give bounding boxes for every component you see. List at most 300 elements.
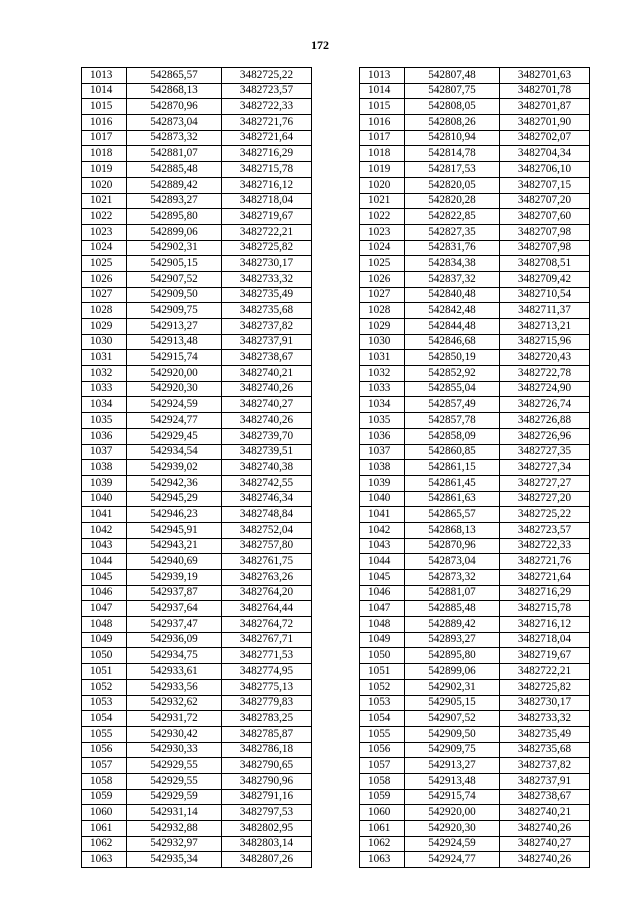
point-number-cell: 1017	[360, 130, 405, 146]
table-row	[82, 852, 312, 868]
y-coordinate-cell: 3482719,67	[500, 648, 590, 664]
y-coordinate-cell: 3482735,49	[222, 287, 312, 303]
table-row	[360, 679, 590, 695]
x-coordinate-cell: 542865,57	[405, 507, 500, 523]
y-coordinate-cell: 3482722,33	[222, 99, 312, 115]
point-number-cell: 1059	[82, 789, 127, 805]
table-row	[360, 538, 590, 554]
point-number-cell: 1020	[360, 177, 405, 193]
x-coordinate-cell: 542924,59	[127, 397, 222, 413]
table-row	[360, 836, 590, 852]
table-row	[360, 601, 590, 617]
table-row	[360, 240, 590, 256]
table-row	[82, 83, 312, 99]
point-number-cell: 1048	[360, 617, 405, 633]
table-row	[82, 177, 312, 193]
x-coordinate-cell: 542920,00	[127, 366, 222, 382]
table-row	[360, 554, 590, 570]
table-row	[360, 256, 590, 272]
table-row	[360, 852, 590, 868]
point-number-cell: 1014	[360, 83, 405, 99]
table-row	[82, 538, 312, 554]
x-coordinate-cell: 542909,50	[405, 726, 500, 742]
y-coordinate-cell: 3482740,26	[500, 852, 590, 868]
y-coordinate-cell: 3482716,12	[500, 617, 590, 633]
x-coordinate-cell: 542885,48	[405, 601, 500, 617]
y-coordinate-cell: 3482797,53	[222, 805, 312, 821]
table-row	[360, 177, 590, 193]
y-coordinate-cell: 3482735,68	[222, 303, 312, 319]
y-coordinate-cell: 3482740,38	[222, 460, 312, 476]
point-number-cell: 1049	[360, 632, 405, 648]
point-number-cell: 1030	[360, 334, 405, 350]
table-row	[82, 664, 312, 680]
point-number-cell: 1021	[82, 193, 127, 209]
y-coordinate-cell: 3482763,26	[222, 570, 312, 586]
y-coordinate-cell: 3482790,96	[222, 773, 312, 789]
table-row	[360, 758, 590, 774]
coordinates-table-right	[359, 67, 590, 868]
y-coordinate-cell: 3482740,26	[500, 821, 590, 837]
point-number-cell: 1047	[360, 601, 405, 617]
point-number-cell: 1015	[82, 99, 127, 115]
x-coordinate-cell: 542932,88	[127, 821, 222, 837]
x-coordinate-cell: 542945,29	[127, 491, 222, 507]
y-coordinate-cell: 3482726,74	[500, 397, 590, 413]
point-number-cell: 1036	[82, 428, 127, 444]
point-number-cell: 1040	[82, 491, 127, 507]
y-coordinate-cell: 3482715,78	[222, 162, 312, 178]
y-coordinate-cell: 3482790,65	[222, 758, 312, 774]
point-number-cell: 1025	[360, 256, 405, 272]
table-row	[360, 695, 590, 711]
table-row	[360, 271, 590, 287]
y-coordinate-cell: 3482702,07	[500, 130, 590, 146]
x-coordinate-cell: 542939,02	[127, 460, 222, 476]
x-coordinate-cell: 542895,80	[127, 209, 222, 225]
table-row	[82, 334, 312, 350]
x-coordinate-cell: 542844,48	[405, 319, 500, 335]
table-row	[82, 632, 312, 648]
x-coordinate-cell: 542935,34	[127, 852, 222, 868]
point-number-cell: 1018	[360, 146, 405, 162]
point-number-cell: 1034	[360, 397, 405, 413]
y-coordinate-cell: 3482737,91	[500, 773, 590, 789]
table-row	[82, 162, 312, 178]
y-coordinate-cell: 3482708,51	[500, 256, 590, 272]
y-coordinate-cell: 3482785,87	[222, 726, 312, 742]
point-number-cell: 1054	[82, 711, 127, 727]
point-number-cell: 1031	[82, 350, 127, 366]
x-coordinate-cell: 542814,78	[405, 146, 500, 162]
table-row	[82, 193, 312, 209]
table-row	[82, 570, 312, 586]
y-coordinate-cell: 3482718,04	[500, 632, 590, 648]
x-coordinate-cell: 542907,52	[405, 711, 500, 727]
y-coordinate-cell: 3482718,04	[222, 193, 312, 209]
y-coordinate-cell: 3482771,53	[222, 648, 312, 664]
table-row	[82, 271, 312, 287]
point-number-cell: 1029	[82, 319, 127, 335]
x-coordinate-cell: 542939,19	[127, 570, 222, 586]
x-coordinate-cell: 542855,04	[405, 381, 500, 397]
point-number-cell: 1033	[360, 381, 405, 397]
x-coordinate-cell: 542924,77	[405, 852, 500, 868]
point-number-cell: 1060	[360, 805, 405, 821]
point-number-cell: 1057	[82, 758, 127, 774]
x-coordinate-cell: 542899,06	[405, 664, 500, 680]
table-row	[360, 319, 590, 335]
y-coordinate-cell: 3482740,26	[222, 413, 312, 429]
table-row	[360, 428, 590, 444]
y-coordinate-cell: 3482726,96	[500, 428, 590, 444]
point-number-cell: 1061	[82, 821, 127, 837]
table-row	[82, 130, 312, 146]
point-number-cell: 1043	[360, 538, 405, 554]
table-row	[360, 522, 590, 538]
x-coordinate-cell: 542861,45	[405, 475, 500, 491]
table-row	[82, 726, 312, 742]
coordinates-table-left	[81, 67, 312, 868]
point-number-cell: 1056	[82, 742, 127, 758]
table-row	[360, 585, 590, 601]
x-coordinate-cell: 542924,59	[405, 836, 500, 852]
table-row	[82, 836, 312, 852]
point-number-cell: 1062	[82, 836, 127, 852]
x-coordinate-cell: 542885,48	[127, 162, 222, 178]
y-coordinate-cell: 3482775,13	[222, 679, 312, 695]
y-coordinate-cell: 3482707,15	[500, 177, 590, 193]
table-row	[82, 397, 312, 413]
x-coordinate-cell: 542889,42	[405, 617, 500, 633]
table-row	[360, 115, 590, 131]
point-number-cell: 1041	[82, 507, 127, 523]
x-coordinate-cell: 542913,48	[405, 773, 500, 789]
x-coordinate-cell: 542946,23	[127, 507, 222, 523]
table-row	[360, 68, 590, 84]
point-number-cell: 1018	[82, 146, 127, 162]
x-coordinate-cell: 542868,13	[405, 522, 500, 538]
y-coordinate-cell: 3482735,68	[500, 742, 590, 758]
table-row	[360, 742, 590, 758]
y-coordinate-cell: 3482802,95	[222, 821, 312, 837]
x-coordinate-cell: 542837,32	[405, 271, 500, 287]
point-number-cell: 1039	[360, 475, 405, 491]
y-coordinate-cell: 3482786,18	[222, 742, 312, 758]
y-coordinate-cell: 3482721,76	[222, 115, 312, 131]
x-coordinate-cell: 542870,96	[405, 538, 500, 554]
table-row	[360, 130, 590, 146]
table-row	[82, 444, 312, 460]
point-number-cell: 1014	[82, 83, 127, 99]
point-number-cell: 1047	[82, 601, 127, 617]
point-number-cell: 1052	[360, 679, 405, 695]
x-coordinate-cell: 542858,09	[405, 428, 500, 444]
point-number-cell: 1028	[360, 303, 405, 319]
point-number-cell: 1038	[82, 460, 127, 476]
y-coordinate-cell: 3482719,67	[222, 209, 312, 225]
x-coordinate-cell: 542820,05	[405, 177, 500, 193]
point-number-cell: 1016	[360, 115, 405, 131]
y-coordinate-cell: 3482721,76	[500, 554, 590, 570]
y-coordinate-cell: 3482791,16	[222, 789, 312, 805]
table-row	[360, 381, 590, 397]
y-coordinate-cell: 3482779,83	[222, 695, 312, 711]
point-number-cell: 1051	[360, 664, 405, 680]
table-row	[82, 209, 312, 225]
table-row	[360, 726, 590, 742]
x-coordinate-cell: 542930,33	[127, 742, 222, 758]
point-number-cell: 1046	[82, 585, 127, 601]
point-number-cell: 1054	[360, 711, 405, 727]
y-coordinate-cell: 3482721,64	[222, 130, 312, 146]
point-number-cell: 1027	[360, 287, 405, 303]
x-coordinate-cell: 542889,42	[127, 177, 222, 193]
point-number-cell: 1056	[360, 742, 405, 758]
table-row	[360, 773, 590, 789]
x-coordinate-cell: 542930,42	[127, 726, 222, 742]
y-coordinate-cell: 3482764,44	[222, 601, 312, 617]
y-coordinate-cell: 3482701,90	[500, 115, 590, 131]
x-coordinate-cell: 542905,15	[127, 256, 222, 272]
table-row	[82, 428, 312, 444]
y-coordinate-cell: 3482709,42	[500, 271, 590, 287]
x-coordinate-cell: 542945,91	[127, 522, 222, 538]
point-number-cell: 1027	[82, 287, 127, 303]
y-coordinate-cell: 3482746,34	[222, 491, 312, 507]
point-number-cell: 1030	[82, 334, 127, 350]
x-coordinate-cell: 542827,35	[405, 224, 500, 240]
x-coordinate-cell: 542942,36	[127, 475, 222, 491]
point-number-cell: 1028	[82, 303, 127, 319]
table-row	[360, 475, 590, 491]
x-coordinate-cell: 542808,05	[405, 99, 500, 115]
point-number-cell: 1053	[360, 695, 405, 711]
y-coordinate-cell: 3482713,21	[500, 319, 590, 335]
table-row	[82, 366, 312, 382]
x-coordinate-cell: 542913,27	[127, 319, 222, 335]
table-row	[82, 507, 312, 523]
point-number-cell: 1045	[360, 570, 405, 586]
point-number-cell: 1038	[360, 460, 405, 476]
table-row	[360, 617, 590, 633]
y-coordinate-cell: 3482740,21	[500, 805, 590, 821]
x-coordinate-cell: 542913,48	[127, 334, 222, 350]
x-coordinate-cell: 542861,15	[405, 460, 500, 476]
y-coordinate-cell: 3482740,27	[222, 397, 312, 413]
x-coordinate-cell: 542857,78	[405, 413, 500, 429]
x-coordinate-cell: 542933,61	[127, 664, 222, 680]
table-row	[82, 68, 312, 84]
y-coordinate-cell: 3482701,78	[500, 83, 590, 99]
table-row	[82, 350, 312, 366]
x-coordinate-cell: 542936,09	[127, 632, 222, 648]
x-coordinate-cell: 542865,57	[127, 68, 222, 84]
table-row	[82, 256, 312, 272]
x-coordinate-cell: 542822,85	[405, 209, 500, 225]
y-coordinate-cell: 3482723,57	[500, 522, 590, 538]
point-number-cell: 1053	[82, 695, 127, 711]
point-number-cell: 1062	[360, 836, 405, 852]
point-number-cell: 1057	[360, 758, 405, 774]
table-row	[82, 224, 312, 240]
y-coordinate-cell: 3482764,72	[222, 617, 312, 633]
point-number-cell: 1049	[82, 632, 127, 648]
x-coordinate-cell: 542846,68	[405, 334, 500, 350]
table-row	[360, 821, 590, 837]
table-row	[360, 507, 590, 523]
y-coordinate-cell: 3482720,43	[500, 350, 590, 366]
table-row	[82, 601, 312, 617]
point-number-cell: 1059	[360, 789, 405, 805]
table-row	[82, 789, 312, 805]
table-row	[82, 240, 312, 256]
point-number-cell: 1035	[360, 413, 405, 429]
table-row	[360, 664, 590, 680]
y-coordinate-cell: 3482727,27	[500, 475, 590, 491]
y-coordinate-cell: 3482737,82	[500, 758, 590, 774]
table-row	[360, 491, 590, 507]
point-number-cell: 1037	[82, 444, 127, 460]
x-coordinate-cell: 542881,07	[127, 146, 222, 162]
point-number-cell: 1045	[82, 570, 127, 586]
y-coordinate-cell: 3482716,29	[222, 146, 312, 162]
table-row	[82, 617, 312, 633]
point-number-cell: 1023	[82, 224, 127, 240]
x-coordinate-cell: 542909,75	[127, 303, 222, 319]
point-number-cell: 1063	[82, 852, 127, 868]
table-row	[360, 397, 590, 413]
x-coordinate-cell: 542850,19	[405, 350, 500, 366]
y-coordinate-cell: 3482803,14	[222, 836, 312, 852]
y-coordinate-cell: 3482710,54	[500, 287, 590, 303]
x-coordinate-cell: 542893,27	[127, 193, 222, 209]
table-row	[360, 460, 590, 476]
table-row	[82, 758, 312, 774]
point-number-cell: 1013	[360, 68, 405, 84]
point-number-cell: 1024	[360, 240, 405, 256]
table-row	[360, 334, 590, 350]
point-number-cell: 1022	[82, 209, 127, 225]
x-coordinate-cell: 542873,04	[127, 115, 222, 131]
x-coordinate-cell: 542920,30	[405, 821, 500, 837]
y-coordinate-cell: 3482725,22	[500, 507, 590, 523]
y-coordinate-cell: 3482737,91	[222, 334, 312, 350]
x-coordinate-cell: 542857,49	[405, 397, 500, 413]
x-coordinate-cell: 542937,87	[127, 585, 222, 601]
x-coordinate-cell: 542937,64	[127, 601, 222, 617]
point-number-cell: 1032	[82, 366, 127, 382]
x-coordinate-cell: 542934,54	[127, 444, 222, 460]
table-row	[82, 648, 312, 664]
y-coordinate-cell: 3482752,04	[222, 522, 312, 538]
y-coordinate-cell: 3482748,84	[222, 507, 312, 523]
x-coordinate-cell: 542929,55	[127, 773, 222, 789]
x-coordinate-cell: 542873,32	[127, 130, 222, 146]
point-number-cell: 1042	[82, 522, 127, 538]
y-coordinate-cell: 3482725,82	[500, 679, 590, 695]
table-row	[360, 146, 590, 162]
x-coordinate-cell: 542807,48	[405, 68, 500, 84]
page-number: 172	[311, 38, 329, 52]
x-coordinate-cell: 542929,59	[127, 789, 222, 805]
point-number-cell: 1013	[82, 68, 127, 84]
y-coordinate-cell: 3482807,26	[222, 852, 312, 868]
point-number-cell: 1044	[360, 554, 405, 570]
point-number-cell: 1050	[360, 648, 405, 664]
y-coordinate-cell: 3482783,25	[222, 711, 312, 727]
y-coordinate-cell: 3482727,34	[500, 460, 590, 476]
y-coordinate-cell: 3482715,78	[500, 601, 590, 617]
y-coordinate-cell: 3482722,21	[222, 224, 312, 240]
point-number-cell: 1043	[82, 538, 127, 554]
x-coordinate-cell: 542943,21	[127, 538, 222, 554]
y-coordinate-cell: 3482723,57	[222, 83, 312, 99]
y-coordinate-cell: 3482733,32	[500, 711, 590, 727]
y-coordinate-cell: 3482707,60	[500, 209, 590, 225]
table-row	[82, 742, 312, 758]
point-number-cell: 1060	[82, 805, 127, 821]
table-row	[360, 711, 590, 727]
y-coordinate-cell: 3482727,35	[500, 444, 590, 460]
point-number-cell: 1024	[82, 240, 127, 256]
x-coordinate-cell: 542852,92	[405, 366, 500, 382]
x-coordinate-cell: 542920,00	[405, 805, 500, 821]
point-number-cell: 1032	[360, 366, 405, 382]
x-coordinate-cell: 542909,50	[127, 287, 222, 303]
x-coordinate-cell: 542893,27	[405, 632, 500, 648]
y-coordinate-cell: 3482740,21	[222, 366, 312, 382]
x-coordinate-cell: 542932,97	[127, 836, 222, 852]
x-coordinate-cell: 542937,47	[127, 617, 222, 633]
point-number-cell: 1055	[360, 726, 405, 742]
x-coordinate-cell: 542899,06	[127, 224, 222, 240]
x-coordinate-cell: 542929,55	[127, 758, 222, 774]
table-row	[82, 711, 312, 727]
point-number-cell: 1019	[360, 162, 405, 178]
point-number-cell: 1026	[82, 271, 127, 287]
x-coordinate-cell: 542870,96	[127, 99, 222, 115]
y-coordinate-cell: 3482739,70	[222, 428, 312, 444]
y-coordinate-cell: 3482706,10	[500, 162, 590, 178]
x-coordinate-cell: 542902,31	[405, 679, 500, 695]
table-row	[82, 381, 312, 397]
x-coordinate-cell: 542868,13	[127, 83, 222, 99]
y-coordinate-cell: 3482733,32	[222, 271, 312, 287]
point-number-cell: 1035	[82, 413, 127, 429]
table-row	[82, 522, 312, 538]
table-row	[82, 695, 312, 711]
x-coordinate-cell: 542810,94	[405, 130, 500, 146]
point-number-cell: 1051	[82, 664, 127, 680]
point-number-cell: 1040	[360, 491, 405, 507]
x-coordinate-cell: 542931,14	[127, 805, 222, 821]
table-row	[360, 648, 590, 664]
point-number-cell: 1020	[82, 177, 127, 193]
table-row	[360, 99, 590, 115]
y-coordinate-cell: 3482725,22	[222, 68, 312, 84]
x-coordinate-cell: 542915,74	[127, 350, 222, 366]
point-number-cell: 1061	[360, 821, 405, 837]
point-number-cell: 1026	[360, 271, 405, 287]
table-row	[82, 773, 312, 789]
table-row	[360, 444, 590, 460]
x-coordinate-cell: 542807,75	[405, 83, 500, 99]
x-coordinate-cell: 542915,74	[405, 789, 500, 805]
y-coordinate-cell: 3482738,67	[500, 789, 590, 805]
table-row	[82, 99, 312, 115]
x-coordinate-cell: 542860,85	[405, 444, 500, 460]
